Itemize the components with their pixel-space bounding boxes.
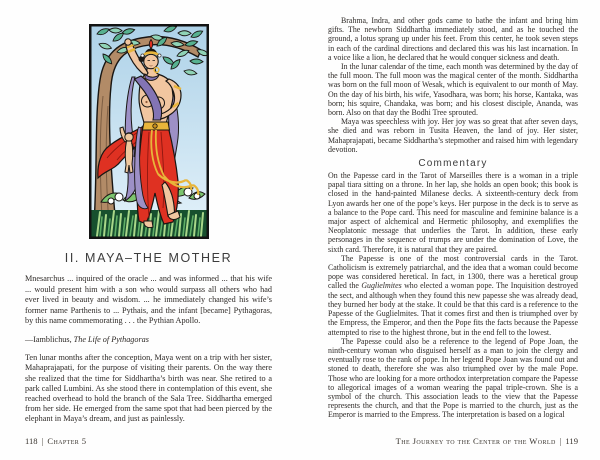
paragraph: On the Papesse card in the Tarot of Marseilles there is a woman in a triple papal tiara sitting on a throne. In her lap, she holds an open book; this book is closed in the hand-painted Milanese decks. A sixteenth-century deck from Lyon awards her one of the pope’s keys. Her purpose in the deck is to serve as a balance to the Pope card. This need for masculine and feminine balance is a major aspect of alchemical and Hermetic philosophy, and exemplifies the Neoplatonic message that underlies the Tarot. In addition, these early personages in the sequence of trumps are under the domination of Love, the sixth card. Therefore, it is natural that they are paired. (328, 171, 578, 254)
running-title: The Journey to the Center of the World (395, 436, 556, 446)
epigraph-attribution: —Iamblichus, The Life of Pythagoras (25, 335, 149, 345)
maya-card-art (89, 24, 209, 239)
page-number-left: 118 (25, 436, 38, 446)
page-footer-left (25, 436, 86, 446)
paragraph: The Papesse is one of the most controversial cards in the Tarot. Catholicism is extremely patriarchal, and the idea that a woman could become pope was considered heretical. In fact, in 1300, there was a heretical group called the Guglielmites who elected a woman pope. The Inquisition destroyed the sect, and although when they found this new papesse she was already dead, they burned her body at the stake. It could be that this card is a reference to the Papesse of the Guglielmites. That it comes first and then is triumphed over by the Empress, the Emperor, and then the Pope fits the facts because the Papesse attempted to rise to the highest throne, but in the end fell to the lowest. (328, 253, 579, 337)
chapter-heading: II. MAYA–THE MOTHER (64, 251, 233, 265)
paragraph: Maya was speechless with joy. Her joy was so great that after seven days, she died and was reborn in Tusita Heaven, the land of joy. Her sister, Mahaprajapati, became Siddhartha’s stepmother and raised him with legendary devotion. (328, 117, 578, 154)
page-footer-right (396, 436, 578, 446)
page-left (25, 0, 272, 460)
footer-separator: | (41, 436, 44, 446)
body-paragraph: Ten lunar months after the conception, Maya went on a trip with her sister, Mahaprajapati, for the purpose of visiting their parents. On the way there she realized that the time for Siddhartha’s birth was near. She retired to a park called Lumbini. As she stood there in contemplation of this event, she reached overhead to hold the branch of the Sala Tree. Siddhartha emerged from her side. He emerged from the same spot that had been pierced by the elephant in Maya’s dream, and just as painlessly. (25, 353, 272, 423)
page-number-right: 119 (565, 436, 578, 446)
page-right (328, 0, 578, 460)
chapter-label: Chapter 5 (47, 436, 87, 446)
tarot-card-illustration (89, 24, 209, 239)
commentary-heading: Commentary (418, 158, 488, 170)
epigraph: Mnesarchus ... inquired of the oracle ... and was informed ... that his wife ... would present him with a son who would surpass all others who had ever lived in beauty and wisdom. ... he immediately changed his wife’s former name Parthenis to ... Pythais, and the infant [became] Pythagoras, by this name commemorating . . . the Pythian Apollo. (25, 274, 272, 326)
footer-separator: | (559, 436, 562, 446)
paragraph: The Papesse could also be a reference to the legend of Pope Joan, the ninth-century woman who disguised herself as a man to join the clergy and eventually rose to the rank of pope. In her legend Pope Joan was found out and stoned to death, therefore she was also triumphed over by the male Pope. Those who are looking for a more orthodox interpretation compare the Papesse to allegorical images of a woman wearing the papal triple-crown. She is a symbol of the church. This association leads to the view that the Papesse represents the church, and that the Pope is married to the church, just as the Emperor is married to the Empress. The interpretation is based on a logical (328, 336, 579, 420)
paragraph: Brahma, Indra, and other gods came to bathe the infant and bring him gifts. The newborn Siddhartha immediately stood, and as he touched the ground, a lotus sprang up under his feet. From this center, he took seven steps in each of the cardinal directions and declared this was his last incarnation. In a voice like a lion, he declared that he would conquer sickness and death. (328, 16, 578, 62)
paragraph: In the lunar calendar of the time, each month was determined by the day of the full moon. The full moon was the magical center of the month. Siddhartha was born on the full moon of Wesak, which is equivalent to our month of May. On the day of his birth, his wife, Yasodhara, was born; his horse, Kantaka, was born; his squire, Chandaka, was born; and his closest disciple, Ananda, was born. Also on that day the Bodhi Tree sprouted. (328, 62, 578, 118)
